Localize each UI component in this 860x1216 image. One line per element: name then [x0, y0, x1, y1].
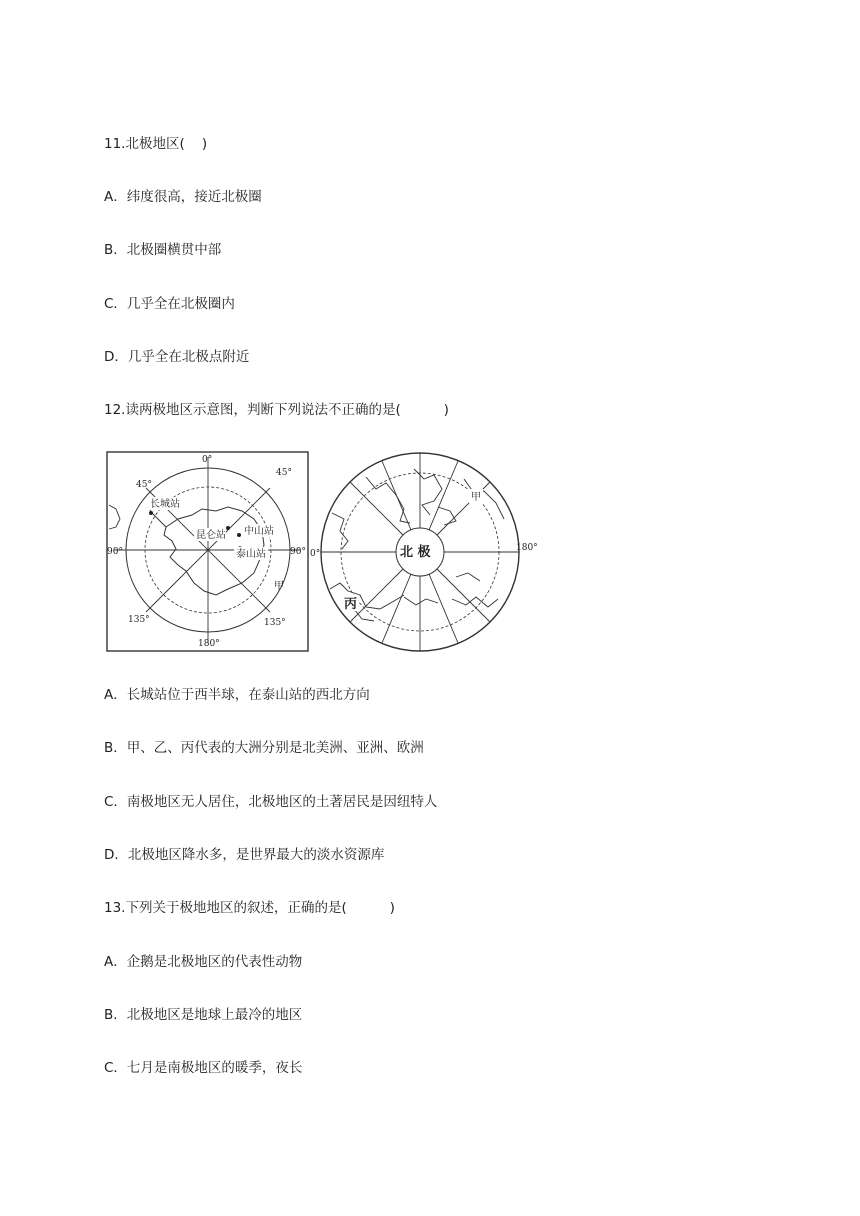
- north-pole-center-label: 北 极: [400, 545, 431, 560]
- question-11-option-c[interactable]: C．几乎全在北极圈内: [104, 296, 235, 312]
- south-lon-135w: 135°: [128, 615, 150, 625]
- question-13-option-b[interactable]: B．北极地区是地球上最冷的地区: [104, 1007, 303, 1023]
- north-continent-jia-label: 甲: [471, 492, 481, 503]
- station-zhongshan-label: 中山站: [244, 526, 274, 537]
- polar-regions-figure: [104, 449, 544, 655]
- south-lon-45w: 45°: [136, 480, 152, 490]
- question-13-stem: 13.下列关于极地地区的叙述，正确的是( ): [104, 900, 395, 916]
- north-lon-180: 180°: [516, 543, 538, 553]
- question-13-option-c[interactable]: C．七月是南极地区的暖季，夜长: [104, 1060, 303, 1076]
- north-pole-map: [310, 453, 538, 651]
- south-continent-label: 甲: [274, 581, 284, 592]
- south-lon-45e: 45°: [276, 468, 292, 478]
- question-11-option-d[interactable]: D．几乎全在北极点附近: [104, 349, 250, 365]
- question-12-option-c[interactable]: C．南极地区无人居住，北极地区的土著居民是因纽特人: [104, 794, 438, 810]
- question-12-option-a[interactable]: A．长城站位于西半球，在泰山站的西北方向: [104, 687, 370, 703]
- south-lon-180: 180°: [198, 639, 220, 649]
- south-pole-map: [107, 452, 308, 651]
- station-changcheng-label: 长城站: [150, 499, 180, 510]
- south-lon-90w: 90°: [107, 547, 123, 557]
- question-13-option-a[interactable]: A．企鹅是北极地区的代表性动物: [104, 954, 303, 970]
- question-11-option-a[interactable]: A．纬度很高，接近北极圈: [104, 189, 262, 205]
- station-kunlun-label: 昆仑站: [196, 530, 226, 541]
- question-12-stem: 12.读两极地区示意图，判断下列说法不正确的是( ): [104, 402, 449, 418]
- north-lon-0: 0°: [310, 549, 321, 559]
- question-11-option-b[interactable]: B．北极圈横贯中部: [104, 242, 222, 258]
- north-continent-bing-label: 丙: [344, 597, 358, 612]
- south-lon-0: 0°: [202, 455, 213, 465]
- question-11-stem: 11.北极地区( ): [104, 136, 208, 152]
- station-taishan-label: 泰山站: [236, 549, 266, 560]
- south-lon-135e: 135°: [264, 618, 286, 628]
- question-12-option-d[interactable]: D．北极地区降水多，是世界最大的淡水资源库: [104, 847, 385, 863]
- question-12-option-b[interactable]: B．甲、乙、丙代表的大洲分别是北美洲、亚洲、欧洲: [104, 740, 424, 756]
- south-lon-90e: 90°: [290, 547, 306, 557]
